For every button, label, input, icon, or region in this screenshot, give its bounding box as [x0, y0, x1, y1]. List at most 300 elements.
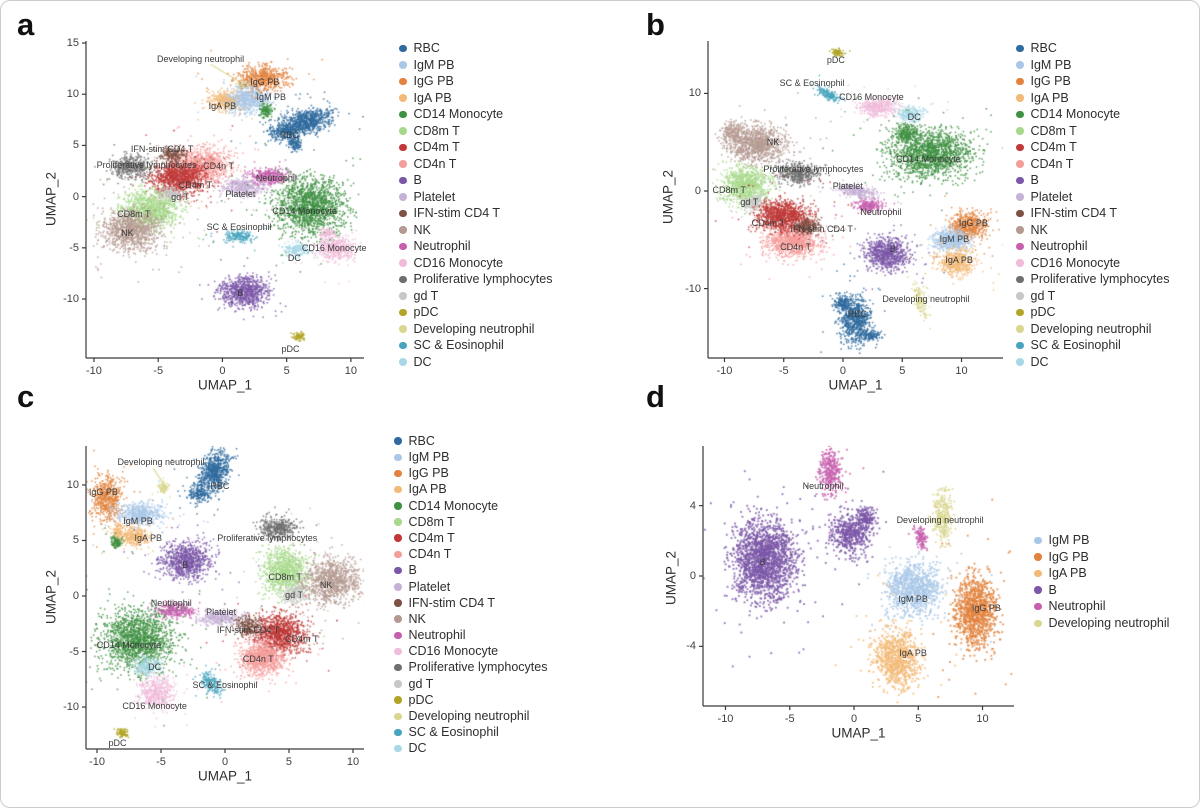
legend-label: CD8m T	[1030, 123, 1077, 138]
legend-label: Developing neutrophil	[1048, 616, 1170, 631]
legend-item	[399, 205, 552, 222]
cluster-label: DC	[907, 111, 921, 122]
cluster-label: CD4n T	[203, 160, 234, 171]
cluster-label: CD14 Monocyte	[272, 205, 337, 216]
cluster-label: RBC	[847, 308, 867, 319]
legend-swatch-icon	[1016, 325, 1024, 333]
x-tick-label: -5	[784, 713, 795, 725]
legend-swatch-icon	[1034, 620, 1042, 628]
legend-item	[394, 579, 547, 595]
legend-item	[1016, 73, 1169, 90]
legend-label: Neutrophil	[413, 239, 471, 253]
legend-item	[1016, 321, 1169, 338]
legend-swatch-icon	[1034, 570, 1042, 578]
cluster-label: IgG PB	[958, 218, 988, 229]
legend-swatch-icon	[1016, 144, 1024, 152]
cluster-label: Neutrophil	[802, 481, 844, 492]
cluster-label: IgA PB	[134, 533, 162, 544]
legend-label: CD4n T	[408, 547, 452, 562]
legend-label: CD14 Monocyte	[408, 498, 499, 513]
legend-label: IgM PB	[1048, 533, 1090, 548]
legend-label: IgG PB	[408, 466, 449, 481]
legend-swatch-icon	[399, 292, 407, 300]
cluster-label: Proliferative lymphocytes	[217, 533, 318, 544]
legend-label: pDC	[1030, 305, 1056, 319]
cluster-label: IgM PB	[123, 515, 153, 526]
legend-swatch-icon	[1016, 309, 1024, 317]
legend-item	[399, 73, 552, 90]
legend-swatch-icon	[399, 111, 407, 119]
legend-swatch-icon	[399, 243, 407, 251]
legend-swatch-icon	[1016, 78, 1024, 86]
x-tick-label: -5	[156, 756, 166, 768]
legend-label: B	[408, 563, 417, 578]
legend-item	[1016, 40, 1169, 57]
legend-swatch-icon	[1034, 553, 1042, 561]
legend-swatch-icon	[1016, 127, 1024, 135]
cluster-label: CD16 Monocyte	[839, 92, 904, 103]
cluster-label: B	[759, 556, 766, 567]
cluster-label: IgM PB	[256, 92, 286, 103]
cluster-label: CD4n T	[780, 241, 812, 252]
legend-label: IgG PB	[1048, 549, 1089, 564]
cluster-label: gd T	[171, 191, 189, 202]
cluster-label: NK	[319, 579, 333, 590]
legend-label: IFN-stim CD4 T	[1030, 206, 1118, 220]
y-axis-title: UMAP_2	[43, 171, 59, 227]
cluster-label: Neutrophil	[860, 206, 902, 217]
cluster-label: Developing neutrophil	[117, 456, 205, 467]
cluster-label: DC	[148, 662, 162, 673]
legend-item	[399, 40, 552, 57]
y-axis-title: UMAP_2	[663, 550, 679, 606]
legend-item	[1016, 156, 1169, 173]
legend-item	[1034, 582, 1169, 599]
legend-panel-c	[394, 433, 547, 757]
legend-item	[1016, 172, 1169, 189]
legend-swatch-icon	[394, 664, 402, 672]
legend-item	[394, 546, 547, 562]
cluster-label: gd T	[285, 589, 304, 600]
legend-label: Platelet	[413, 189, 456, 204]
legend-item	[394, 741, 547, 757]
legend-swatch-icon	[1016, 177, 1024, 185]
annotation-layer	[1, 1, 1200, 808]
legend-label: IgM PB	[408, 450, 450, 465]
legend-label: Neutrophil	[1048, 599, 1106, 614]
legend-item	[394, 724, 547, 740]
legend-swatch-icon	[1016, 94, 1024, 102]
legend-swatch-icon	[394, 470, 402, 478]
legend-swatch-icon	[399, 342, 407, 350]
cluster-label: SC & Eosinophil	[192, 679, 258, 690]
legend-label: CD16 Monocyte	[408, 644, 499, 659]
y-tick-label: -10	[685, 282, 701, 295]
legend-label: IFN-stim CD4 T	[413, 206, 501, 220]
legend-item	[399, 321, 552, 338]
legend-item	[1016, 189, 1169, 206]
legend-item	[1016, 90, 1169, 107]
legend-label: B	[413, 173, 422, 187]
legend-item	[394, 498, 547, 514]
legend-swatch-icon	[394, 437, 402, 445]
legend-item	[394, 708, 547, 724]
legend-label: IgA PB	[1030, 90, 1069, 105]
legend-panel-a	[399, 40, 552, 370]
legend-swatch-icon	[394, 534, 402, 542]
legend-item	[394, 595, 547, 611]
cluster-label: gd T	[740, 196, 759, 207]
y-tick-label: 15	[66, 37, 79, 50]
x-axis-title: UMAP_1	[828, 377, 883, 393]
cluster-label: IFN-stim CD4 T	[216, 625, 280, 636]
cluster-label: IgA PB	[208, 100, 237, 111]
legend-swatch-icon	[1034, 537, 1042, 545]
legend-swatch-icon	[394, 745, 402, 753]
x-tick-label: 10	[344, 365, 358, 377]
cluster-label: CD8m T	[712, 185, 746, 196]
cluster-label: Developing neutrophil	[882, 294, 970, 305]
cluster-label: CD4m T	[285, 634, 319, 645]
legend-label: Neutrophil	[408, 628, 466, 643]
legend-label: Platelet	[408, 579, 451, 594]
legend-swatch-icon	[399, 276, 407, 284]
legend-label: gd T	[1030, 288, 1056, 303]
legend-item	[1016, 139, 1169, 156]
legend-item	[1016, 271, 1169, 288]
legend-label: SC & Eosinophil	[1030, 338, 1121, 352]
cluster-label: IgM PB	[939, 233, 970, 244]
legend-swatch-icon	[394, 729, 402, 737]
legend-item	[1016, 205, 1169, 222]
x-tick-label: 5	[899, 365, 906, 377]
legend-item	[399, 255, 552, 272]
legend-swatch-icon	[394, 599, 402, 607]
cluster-label: B	[889, 243, 896, 254]
legend-item	[394, 514, 547, 530]
legend-item	[394, 643, 547, 659]
legend-swatch-icon	[399, 358, 407, 366]
legend-swatch-icon	[394, 615, 402, 623]
legend-swatch-icon	[1034, 586, 1042, 594]
cluster-label: SC & Eosinophil	[206, 222, 272, 233]
legend-label: RBC	[413, 41, 440, 55]
legend-swatch-icon	[1016, 193, 1024, 201]
legend-item	[1016, 57, 1169, 74]
cluster-label: CD16 Monocyte	[122, 700, 187, 711]
cluster-label: Proliferative lymphocytes	[96, 159, 197, 170]
legend-item	[394, 433, 547, 449]
panel-letter-d: d	[646, 379, 665, 414]
legend-label: CD8m T	[413, 123, 460, 138]
legend-label: IFN-stim CD4 T	[408, 595, 496, 610]
cluster-label: Proliferative lymphocytes	[763, 163, 864, 174]
cluster-label: pDC	[826, 55, 845, 66]
legend-swatch-icon	[394, 583, 402, 591]
legend-item	[1016, 337, 1169, 354]
cluster-label: CD14 Monocyte	[896, 153, 961, 164]
legend-item	[1016, 123, 1169, 140]
legend-label: IgG PB	[413, 74, 454, 88]
cluster-label: CD14 Monocyte	[96, 639, 162, 650]
legend-item	[1016, 222, 1169, 239]
cluster-label: Developing neutrophil	[896, 514, 984, 525]
legend-item	[394, 482, 547, 498]
legend-swatch-icon	[399, 94, 407, 102]
x-tick-label: 0	[221, 756, 229, 768]
x-tick-label: -10	[89, 756, 105, 768]
cluster-label: NK	[766, 137, 780, 148]
legend-swatch-icon	[394, 518, 402, 526]
legend-item	[394, 530, 547, 546]
y-tick-label: -10	[63, 293, 79, 306]
legend-label: DC	[413, 354, 432, 369]
y-tick-label: 10	[66, 88, 79, 101]
legend-label: B	[1030, 173, 1039, 187]
y-tick-label: 0	[72, 190, 79, 203]
legend-label: RBC	[1030, 41, 1057, 55]
y-axis-title: UMAP_2	[43, 569, 59, 625]
legend-label: CD4m T	[413, 140, 460, 154]
cluster-label: IgA PB	[945, 255, 973, 266]
legend-item	[399, 156, 552, 173]
legend-label: IgM PB	[413, 57, 455, 72]
y-tick-label: 4	[689, 499, 696, 512]
legend-swatch-icon	[399, 259, 407, 267]
legend-swatch-icon	[394, 713, 402, 721]
legend-label: DC	[1030, 354, 1049, 369]
legend-label: IgG PB	[1030, 74, 1071, 88]
cluster-label: NK	[121, 228, 134, 239]
legend-item	[394, 611, 547, 627]
y-tick-label: 0	[689, 570, 696, 582]
legend-item	[399, 172, 552, 189]
legend-item	[399, 139, 552, 156]
x-axis-title: UMAP_1	[197, 768, 253, 784]
legend-label: SC & Eosinophil	[408, 725, 499, 740]
legend-item	[1034, 598, 1169, 615]
x-tick-label: 0	[219, 365, 226, 377]
cluster-label: CD4n T	[242, 654, 274, 665]
legend-item	[394, 563, 547, 579]
legend-swatch-icon	[1016, 292, 1024, 300]
legend-swatch-icon	[394, 567, 402, 575]
legend-item	[399, 189, 552, 206]
cluster-label: RBC	[279, 130, 299, 141]
legend-label: IgA PB	[413, 90, 452, 105]
legend-label: Developing neutrophil	[408, 709, 530, 724]
legend-swatch-icon	[1016, 342, 1024, 350]
legend-swatch-icon	[399, 61, 407, 69]
legend-swatch-icon	[1034, 603, 1042, 611]
legend-swatch-icon	[399, 210, 407, 218]
cluster-label: Platelet	[225, 188, 256, 199]
legend-label: SC & Eosinophil	[413, 338, 504, 352]
cluster-label: CD16 Monocyte	[301, 242, 367, 253]
x-tick-label: 10	[976, 713, 989, 725]
cluster-label: pDC	[108, 737, 127, 748]
cluster-label: Neutrophil	[255, 173, 297, 184]
cluster-label: IgG PB	[88, 486, 118, 497]
cluster-label: SC & Eosinophil	[779, 77, 845, 88]
legend-item	[399, 123, 552, 140]
legend-item	[394, 692, 547, 708]
legend-swatch-icon	[394, 696, 402, 704]
panel-letter-b: b	[646, 7, 665, 42]
cluster-label: Platelet	[832, 181, 863, 192]
legend-item	[1016, 354, 1169, 371]
legend-swatch-icon	[1016, 160, 1024, 168]
legend-label: IgA PB	[1048, 566, 1087, 581]
legend-label: CD14 Monocyte	[413, 107, 504, 121]
legend-label: gd T	[408, 676, 434, 691]
legend-item	[399, 57, 552, 74]
legend-swatch-icon	[399, 226, 407, 234]
legend-panel-d	[1034, 532, 1169, 632]
legend-item	[399, 304, 552, 321]
cluster-label: IFN-stim CD4 T	[130, 143, 194, 154]
legend-item	[399, 238, 552, 255]
legend-item	[394, 627, 547, 643]
y-tick-label: 5	[72, 534, 79, 547]
y-tick-label: -5	[69, 645, 79, 658]
legend-swatch-icon	[399, 160, 407, 168]
x-tick-label: -10	[717, 713, 734, 725]
legend-item	[1034, 615, 1169, 632]
y-tick-label: 10	[688, 87, 701, 100]
x-tick-label: 0	[850, 713, 858, 725]
cluster-label: DC	[287, 253, 301, 264]
x-tick-label: 5	[915, 713, 922, 725]
legend-swatch-icon	[1016, 111, 1024, 119]
x-tick-label: 10	[955, 365, 968, 377]
legend-item	[394, 449, 547, 465]
legend-item	[399, 337, 552, 354]
legend-label: CD16 Monocyte	[1030, 255, 1121, 270]
legend-item	[399, 288, 552, 305]
legend-item	[1034, 565, 1169, 582]
cluster-label: RBC	[210, 481, 230, 492]
legend-label: CD16 Monocyte	[413, 255, 504, 270]
cluster-label: IFN-stim CD4 T	[790, 224, 853, 235]
x-tick-label: -10	[86, 365, 102, 377]
legend-label: CD4m T	[1030, 140, 1077, 154]
legend-label: IgA PB	[408, 482, 447, 497]
legend-swatch-icon	[1016, 358, 1024, 366]
legend-item	[1016, 288, 1169, 305]
legend-swatch-icon	[1016, 259, 1024, 267]
cluster-label: IgG PB	[971, 602, 1001, 613]
legend-swatch-icon	[399, 127, 407, 135]
legend-swatch-icon	[394, 632, 402, 640]
legend-item	[394, 465, 547, 481]
legend-swatch-icon	[394, 648, 402, 656]
legend-label: gd T	[413, 288, 439, 303]
legend-label: Developing neutrophil	[413, 321, 535, 336]
y-axis-title: UMAP_2	[660, 169, 676, 225]
x-tick-label: 5	[283, 365, 290, 377]
x-axis-title: UMAP_1	[197, 377, 253, 393]
legend-label: CD4m T	[408, 530, 455, 545]
cluster-label: pDC	[281, 344, 300, 355]
legend-label: Proliferative lymphocytes	[413, 272, 553, 286]
legend-label: Developing neutrophil	[1030, 321, 1152, 336]
legend-label: NK	[1030, 222, 1048, 237]
legend-panel-b	[1016, 40, 1169, 370]
legend-swatch-icon	[399, 193, 407, 201]
legend-swatch-icon	[1016, 45, 1024, 53]
legend-label: CD8m T	[408, 514, 455, 529]
cluster-label: IgG PB	[250, 76, 280, 87]
legend-item	[1016, 304, 1169, 321]
x-tick-label: -5	[778, 365, 789, 377]
y-tick-label: 5	[72, 139, 79, 152]
legend-item	[1034, 532, 1169, 549]
cluster-label: Platelet	[206, 606, 237, 617]
legend-label: CD14 Monocyte	[1030, 107, 1121, 121]
legend-label: Neutrophil	[1030, 239, 1088, 253]
y-tick-label: -4	[686, 640, 696, 653]
legend-label: CD4n T	[1030, 156, 1074, 171]
cluster-label: CD8m T	[268, 572, 302, 583]
cluster-label: Neutrophil	[150, 597, 192, 608]
x-tick-label: 5	[285, 756, 293, 768]
legend-label: Proliferative lymphocytes	[1030, 272, 1170, 286]
legend-swatch-icon	[394, 486, 402, 494]
legend-label: IgM PB	[1030, 57, 1072, 72]
legend-swatch-icon	[394, 551, 402, 559]
legend-label: DC	[408, 741, 427, 756]
legend-item	[394, 676, 547, 692]
legend-swatch-icon	[399, 309, 407, 317]
legend-item	[1016, 255, 1169, 272]
y-tick-label: -5	[69, 241, 79, 254]
legend-swatch-icon	[399, 78, 407, 86]
legend-label: B	[1048, 582, 1057, 597]
legend-item	[1016, 238, 1169, 255]
x-tick-label: -10	[716, 365, 733, 377]
y-tick-label: 0	[694, 185, 701, 197]
legend-swatch-icon	[1016, 61, 1024, 69]
cluster-label: CD8m T	[117, 209, 151, 220]
legend-label: Proliferative lymphocytes	[408, 660, 548, 675]
legend-item	[399, 354, 552, 371]
legend-swatch-icon	[399, 144, 407, 152]
legend-swatch-icon	[1016, 226, 1024, 234]
panel-letter-a: a	[17, 7, 35, 42]
y-tick-label: 0	[72, 590, 79, 602]
legend-swatch-icon	[394, 680, 402, 688]
cluster-label: CD4m T	[178, 180, 213, 191]
cluster-label: Developing neutrophil	[157, 54, 245, 65]
cluster-label: B	[182, 559, 189, 570]
legend-swatch-icon	[399, 177, 407, 185]
cluster-label: IgM PB	[898, 593, 928, 604]
legend-item	[1016, 106, 1169, 123]
legend-item	[399, 222, 552, 239]
legend-swatch-icon	[394, 454, 402, 462]
cluster-label: CD4m T	[751, 218, 785, 229]
legend-label: RBC	[408, 433, 435, 448]
legend-label: NK	[413, 222, 431, 237]
x-tick-label: -5	[153, 365, 164, 377]
x-tick-label: 10	[346, 756, 360, 768]
legend-label: Platelet	[1030, 189, 1073, 204]
legend-item	[1034, 549, 1169, 566]
legend-item	[399, 90, 552, 107]
legend-swatch-icon	[399, 45, 407, 53]
cluster-label: B	[237, 287, 244, 298]
